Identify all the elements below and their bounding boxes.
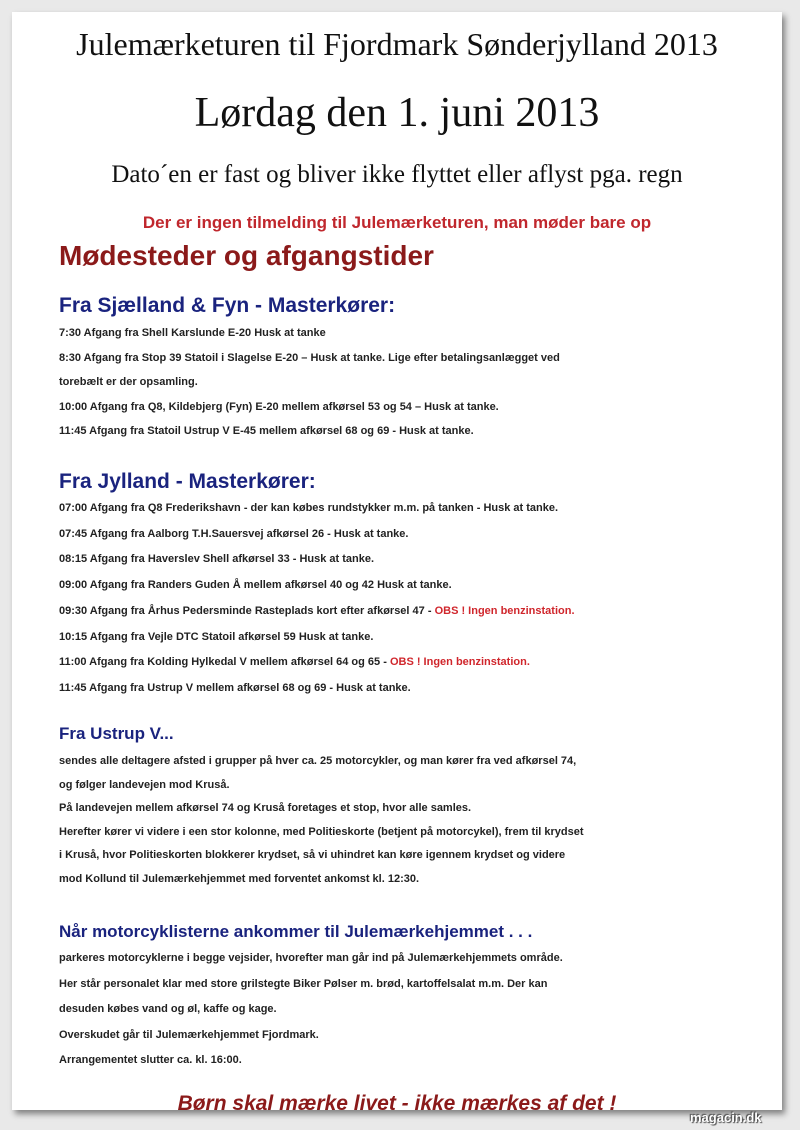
- schedule-line: 7:30 Afgang fra Shell Karslunde E-20 Husk at tanke: [59, 327, 326, 339]
- schedule-line: Her står personalet klar med store grilstegte Biker Pølser m. brød, kartoffelsalat m.m. Der kan: [59, 977, 548, 990]
- schedule-text: 07:45 Afgang fra Aalborg T.H.Sauersvej afkørsel 26 - Husk at tanke.: [59, 527, 409, 540]
- schedule-text: 11:00 Afgang fra Kolding Hylkedal V mellem afkørsel 64 og 65 -: [59, 656, 390, 669]
- schedule-line: [59, 676, 759, 702]
- schedule-line: sendes alle deltagere afsted i grupper på hver ca. 25 motorcykler, og man kører fra ved afkørsel 74,: [59, 755, 577, 767]
- schedule-line: desuden købes vand og øl, kaffe og kage.: [59, 1003, 277, 1016]
- ustrup-description: [59, 750, 759, 892]
- schedule-line: 10:00 Afgang fra Q8, Kildebjerg (Fyn) E-20 mellem afkørsel 53 og 54 – Husk at tanke.: [59, 400, 499, 413]
- no-fuel-warning: OBS ! Ingen benzinstation.: [434, 604, 575, 617]
- schedule-line: Arrangementet slutter ca. kl. 16:00.: [59, 1054, 242, 1067]
- section-heading-ustrup: Fra Ustrup V...: [59, 724, 174, 743]
- schedule-line: parkeres motorcyklerne i begge vejsider, hvorefter man går ind på Julemærkehjemmets område.: [59, 952, 563, 964]
- date-note: Dato´en er fast og bliver ikke flyttet eller aflyst pga. regn: [111, 161, 683, 188]
- registration-notice: Der er ingen tilmelding til Julemærketuren, man møder bare op: [142, 213, 652, 232]
- sjaelland-schedule: [59, 321, 759, 444]
- schedule-line: torebælt er der opsamling.: [59, 376, 198, 388]
- schedule-line: Overskudet går til Julemærkehjemmet Fjordmark.: [59, 1028, 319, 1041]
- schedule-text: 09:00 Afgang fra Randers Guden Å mellem afkørsel 40 og 42 Husk at tanke.: [59, 579, 452, 592]
- schedule-line: i Kruså, hvor Politieskorten blokkerer krydset, så vi uhindret kan køre igennem krydset og videre: [59, 849, 566, 862]
- schedule-line: [59, 522, 759, 548]
- section-heading-jylland: Fra Jylland - Masterkører:: [59, 470, 316, 493]
- schedule-line: og følger landevejen mod Kruså.: [59, 778, 230, 791]
- closing-slogan: Børn skal mærke livet - ikke mærkes af det !: [177, 1092, 617, 1110]
- schedule-line: [59, 625, 759, 651]
- schedule-text: 08:15 Afgang fra Haverslev Shell afkørsel 33 - Husk at tanke.: [59, 553, 375, 566]
- schedule-line: [59, 599, 759, 625]
- event-date: Lørdag den 1. juni 2013: [194, 90, 600, 136]
- schedule-text: 10:15 Afgang fra Vejle DTC Statoil afkørsel 59 Husk at tanke.: [59, 630, 374, 643]
- poster: [12, 12, 782, 1110]
- jylland-schedule: [59, 496, 759, 702]
- schedule-line: På landevejen mellem afkørsel 74 og Kruså foretages et stop, hvor alle samles.: [59, 802, 472, 815]
- main-heading: Mødesteder og afgangstider: [59, 240, 434, 271]
- schedule-line: [59, 496, 759, 522]
- schedule-line: Herefter kører vi videre i een stor kolonne, med Politieskorte (betjent på motorcykel), frem til krydset: [59, 825, 584, 838]
- schedule-line: [59, 573, 759, 599]
- section-heading-sjaelland: Fra Sjælland & Fyn - Masterkører:: [59, 294, 396, 317]
- schedule-text: 11:45 Afgang fra Ustrup V mellem afkørsel 68 og 69 - Husk at tanke.: [59, 681, 411, 694]
- schedule-line: [59, 547, 759, 573]
- schedule-line: 11:45 Afgang fra Statoil Ustrup V E-45 mellem afkørsel 68 og 69 - Husk at tanke.: [59, 425, 474, 437]
- arrival-description: [59, 946, 759, 1074]
- schedule-line: mod Kollund til Julemærkehjemmet med forventet ankomst kl. 12:30.: [59, 872, 420, 885]
- schedule-line: 8:30 Afgang fra Stop 39 Statoil i Slagelse E-20 – Husk at tanke. Lige efter betalingsanlægget ved: [59, 351, 560, 364]
- poster-title: Julemærketuren til Fjordmark Sønderjylland 2013: [76, 26, 718, 62]
- schedule-text: 09:30 Afgang fra Århus Pedersminde Rasteplads kort efter afkørsel 47 -: [59, 604, 435, 617]
- no-fuel-warning: OBS ! Ingen benzinstation.: [389, 656, 530, 669]
- section-heading-arrival: Når motorcyklisterne ankommer til Julemærkehjemmet . . .: [59, 922, 533, 941]
- schedule-line: [59, 650, 759, 676]
- watermark-logo: magacin.dk: [690, 1110, 762, 1125]
- schedule-text: 07:00 Afgang fra Q8 Frederikshavn - der kan købes rundstykker m.m. på tanken - Husk at tanke.: [59, 502, 559, 514]
